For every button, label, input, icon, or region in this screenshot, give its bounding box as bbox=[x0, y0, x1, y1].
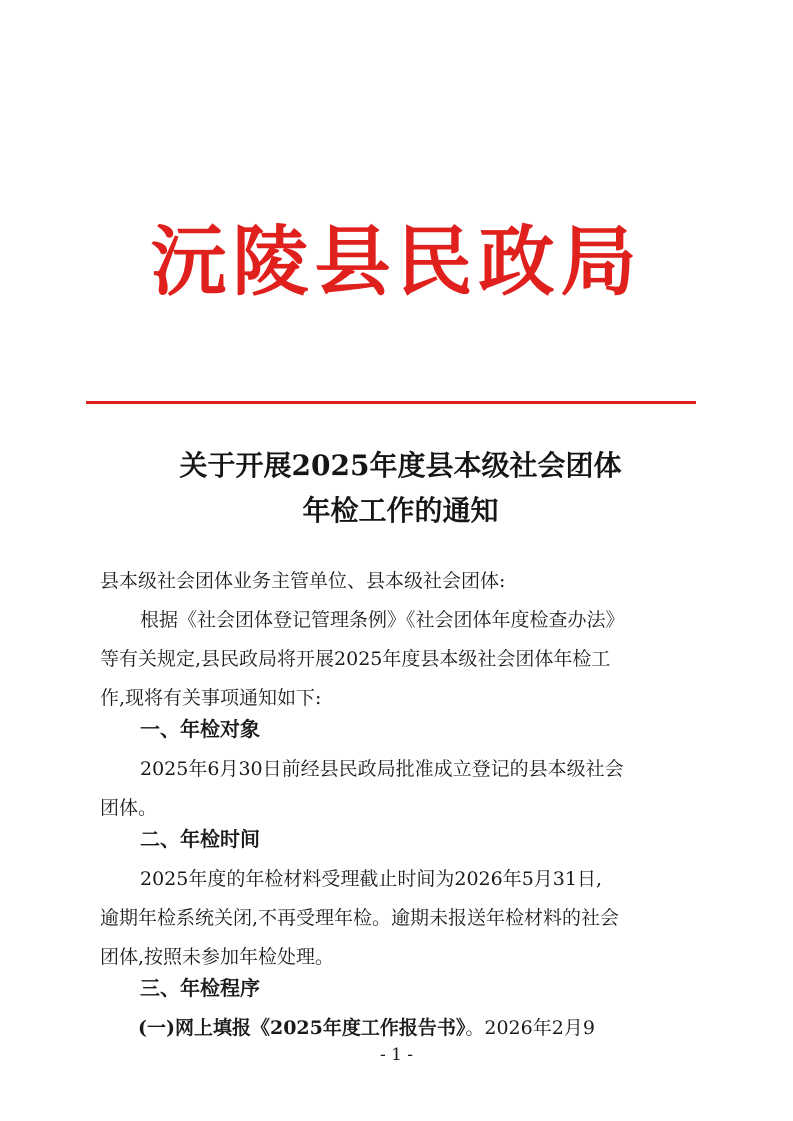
page-number: - 1 - bbox=[379, 1045, 414, 1065]
intro-line-1: 根据《社会团体登记管理条例》《社会团体年度检查办法》 bbox=[140, 609, 625, 631]
intro-line-2: 等有关规定,县民政局将开展2025年度县本级社会团体年检工 bbox=[100, 648, 611, 670]
red-divider-line bbox=[86, 401, 696, 404]
section3-step-1-title: (一)网上填报《2025年度工作报告书》 bbox=[138, 1017, 466, 1039]
document-title-line-1: 关于开展2025年度县本级社会团体 bbox=[179, 449, 622, 482]
section-heading-3: 三、年检程序 bbox=[140, 976, 260, 1000]
section2-line-3: 团体,按照未参加年检处理。 bbox=[100, 946, 335, 968]
section2-line-2: 逾期年检系统关闭,不再受理年检。逾期未报送年检材料的社会 bbox=[100, 907, 620, 929]
section1-line-2: 团体。 bbox=[100, 797, 158, 819]
addressee: 县本级社会团体业务主管单位、县本级社会团体: bbox=[100, 570, 506, 592]
organization-header: 沅陵县民政局 bbox=[150, 217, 643, 306]
section3-step-1-text: 。2026年2月9 bbox=[465, 1017, 595, 1039]
section-heading-2: 二、年检时间 bbox=[140, 827, 260, 851]
section-heading-1: 一、年检对象 bbox=[140, 717, 260, 741]
intro-line-3: 作,现将有关事项通知如下: bbox=[100, 687, 322, 709]
section2-line-1: 2025年度的年检材料受理截止时间为2026年5月31日, bbox=[140, 868, 603, 890]
section3-step-1 bbox=[138, 1013, 738, 1043]
section1-line-1: 2025年6月30日前经县民政局批准成立登记的县本级社会 bbox=[140, 758, 624, 780]
document-title-line-2: 年检工作的通知 bbox=[302, 494, 499, 527]
